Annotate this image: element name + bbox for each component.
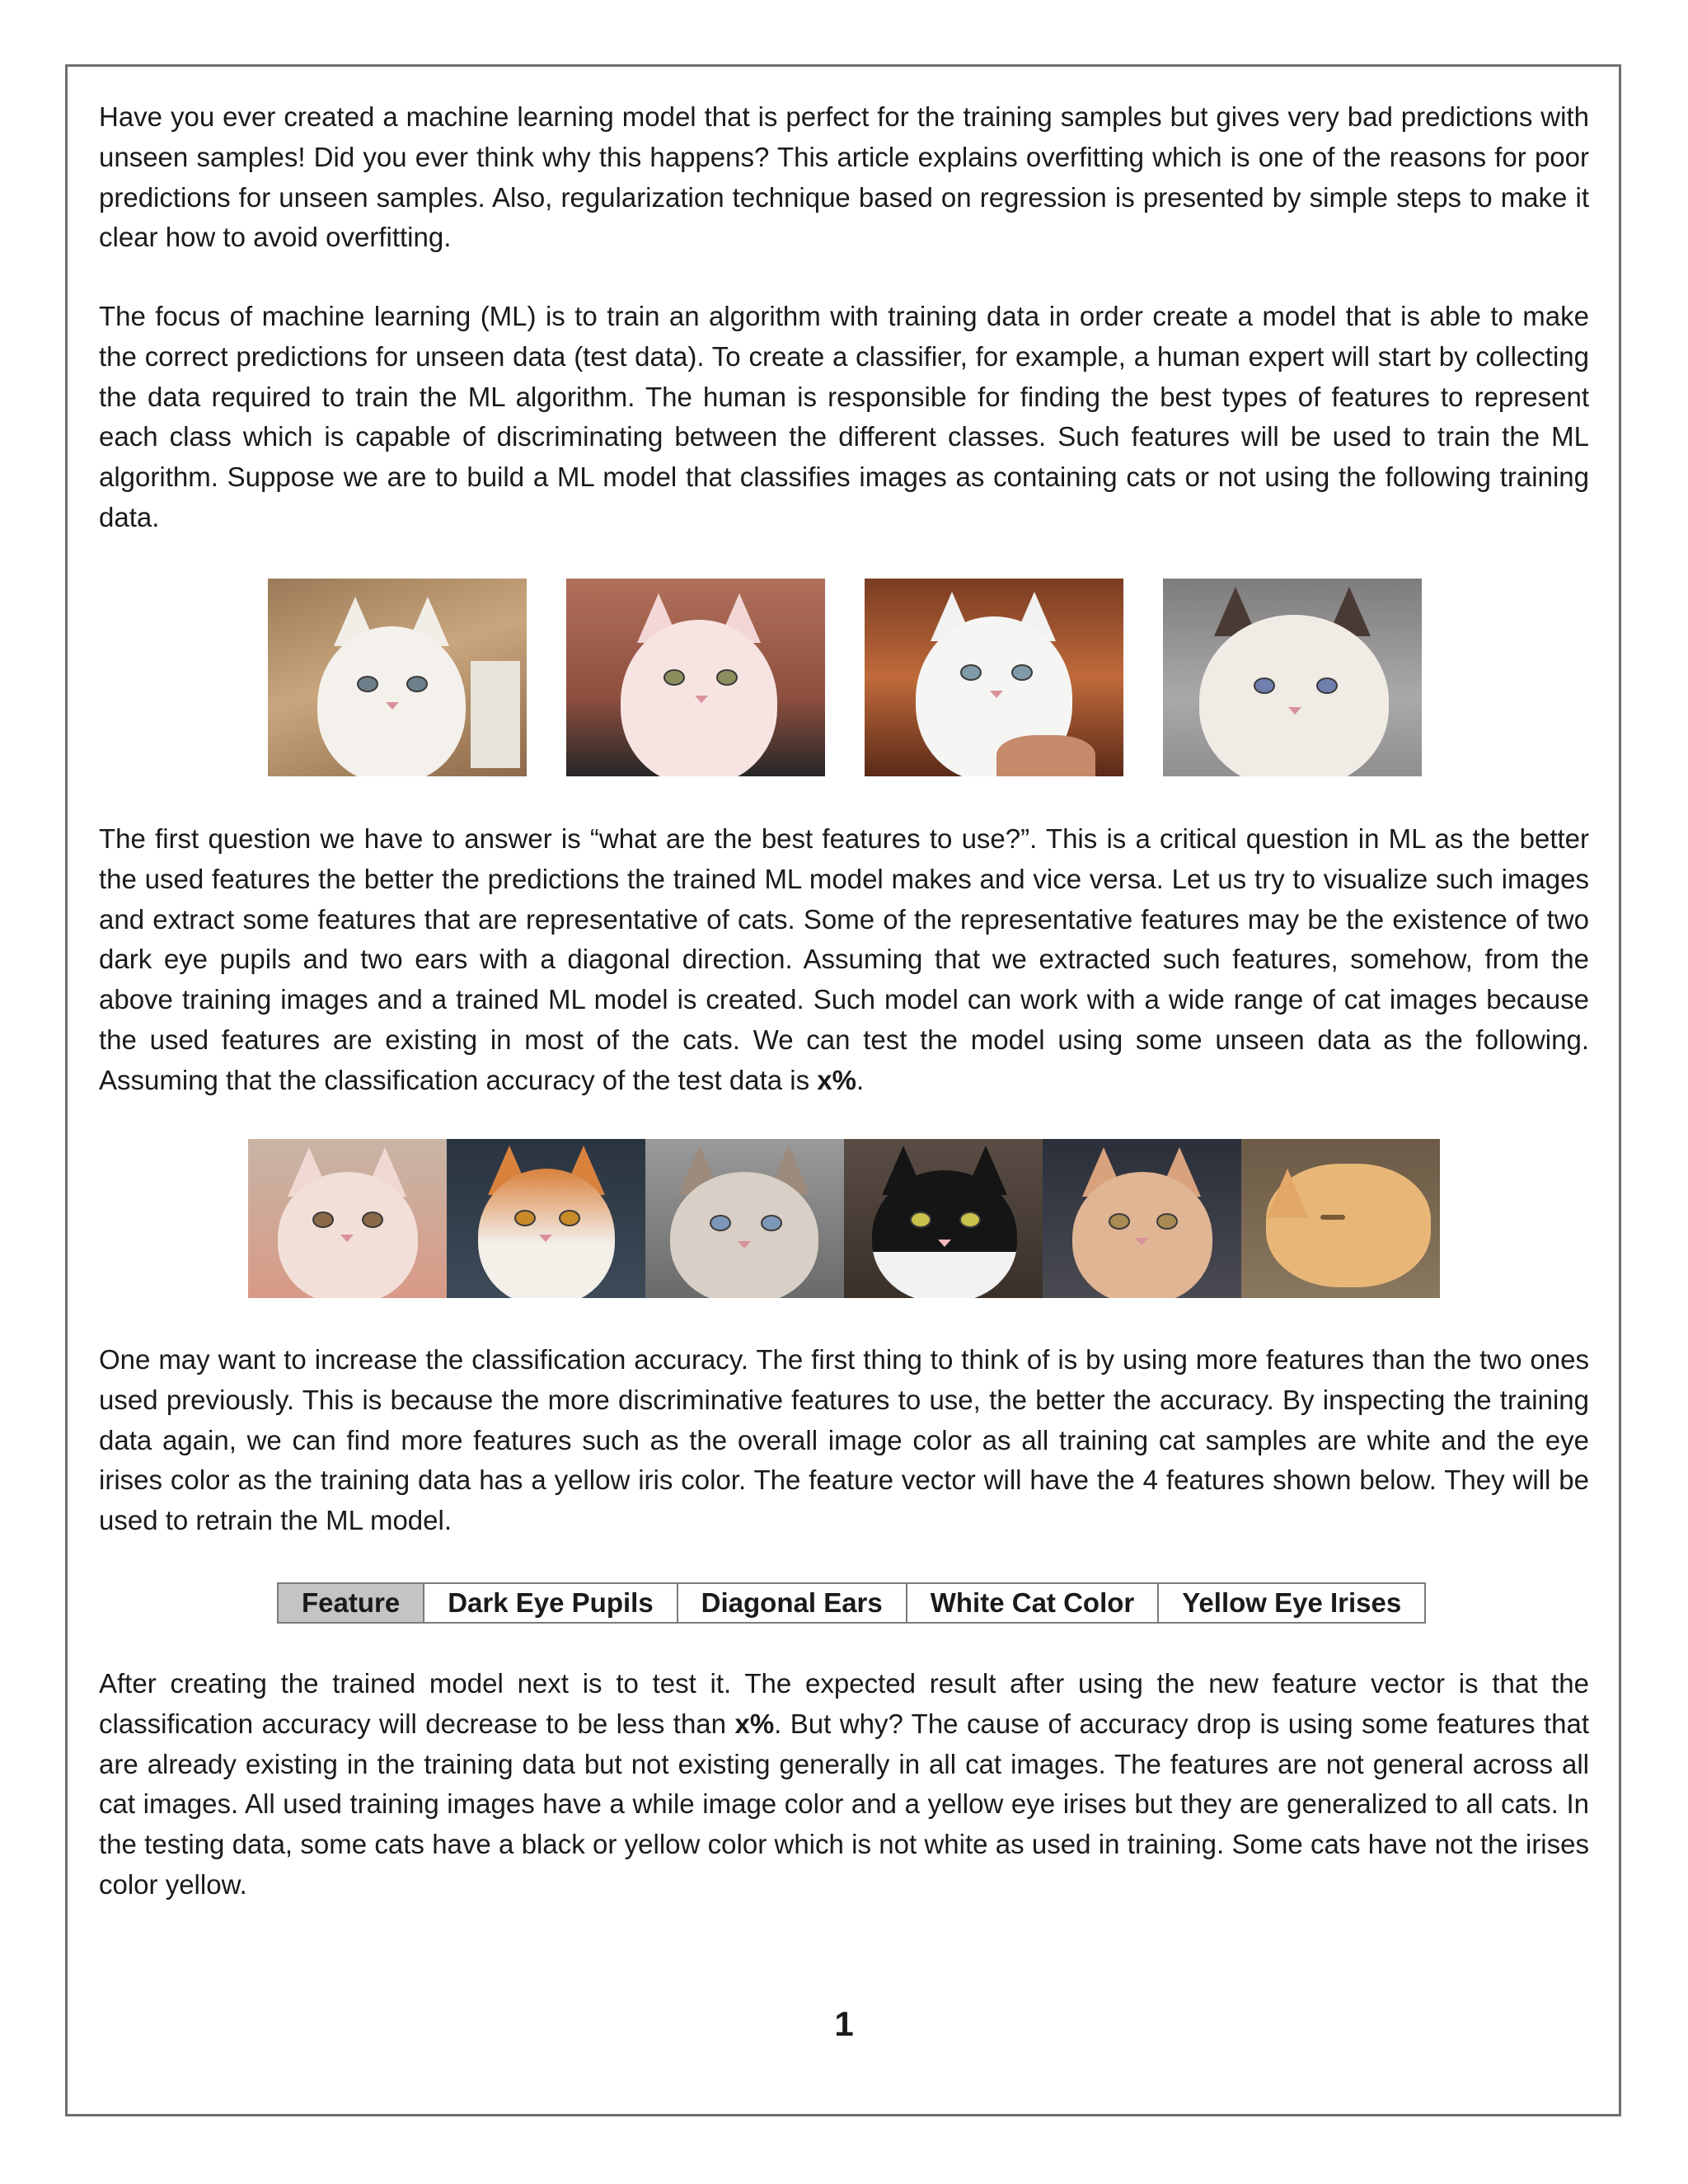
ml-focus-paragraph: The focus of machine learning (ML) is to train an algorithm with training data in order create a model that is able to make the correct predictions for unseen data (test data). To create a classifier, for example, a human expert will start by collecting the data required to train the ML algorithm. The human is responsible for finding the best types of features to represent each class which is capable of discriminating between the different classes. Such features will be used to train the ML algorithm. Suppose we are to build a ML model that classifies images as containing cats or not using the following training data. [99, 301, 1589, 532]
feature-cell: Dark Eye Pupils [424, 1583, 677, 1623]
test-cat-image-2 [447, 1139, 645, 1298]
training-cat-image-4 [1163, 579, 1422, 776]
accuracy-value: x% [734, 1708, 775, 1739]
training-cat-image-1 [268, 579, 527, 776]
page-number: 1 [834, 2004, 854, 2043]
features-paragraph: The first question we have to answer is “what are the best features to use?”. This is a critical question in ML as the better the used features the better the predictions the trained ML model makes and vice versa. Let us try to visualize such images and extract some features that are representative of cats. Some of the representative features may be the existence of two dark eye pupils and two ears with a diagonal direction. Assuming that we extracted such features, somehow, from the above training images and a trained ML model is created. Such model can work with a wide range of cat images because the used features are existing in most of the cats. We can test the model using some unseen data as the following. Assuming that the classification accuracy of the test data is x%. [99, 823, 1589, 1095]
feature-cell: Diagonal Ears [678, 1583, 907, 1623]
feature-cell: White Cat Color [907, 1583, 1158, 1623]
feature-table-row [278, 1583, 1425, 1623]
intro-paragraph: Have you ever created a machine learning model that is perfect for the training samples but gives very bad predictions with unseen samples! Did you ever think why this happens? This article explains overfitting which is one of the reasons for poor predictions for unseen samples. Also, regularization technique based on regression is presented by simple steps to make it clear how to avoid overfitting. [99, 101, 1589, 253]
test-cat-image-3 [645, 1139, 844, 1298]
feature-cell: Yellow Eye Irises [1158, 1583, 1425, 1623]
training-cat-image-2 [566, 579, 825, 776]
test-cat-image-5 [1043, 1139, 1241, 1298]
training-cat-image-3 [865, 579, 1123, 776]
test-images [248, 1139, 1440, 1298]
accuracy-value: x% [817, 1064, 856, 1095]
more-features-paragraph: One may want to increase the classification accuracy. The first thing to think of is by using more features than the two ones used previously. This is because the more discriminative features to use, the better the accuracy. By inspecting the training data again, we can find more features such as the overall image color as all training cat samples are white and the eye irises color as the training data has a yellow iris color. The feature vector will have the 4 features shown below. They will be used to retrain the ML model. [99, 1344, 1589, 1536]
test-cat-image-6 [1241, 1139, 1440, 1298]
overfitting-paragraph: After creating the trained model next is to test it. The expected result after using the new feature vector is that the classification accuracy will decrease to be less than x%. But why? The cause of accuracy drop is using some features that are already existing in the training data but not existing generally in all cat images. The features are not general across all cat images. All used training images have a while image color and a yellow eye irises but they are generalized to all cats. In the testing data, some cats have a black or yellow color which is not white as used in training. Some cats have not the irises color yellow. [99, 1668, 1589, 1900]
test-cat-image-4 [844, 1139, 1043, 1298]
feature-table [277, 1582, 1426, 1624]
training-images [268, 579, 1422, 776]
feature-header-cell: Feature [278, 1583, 424, 1623]
test-cat-image-1 [248, 1139, 447, 1298]
